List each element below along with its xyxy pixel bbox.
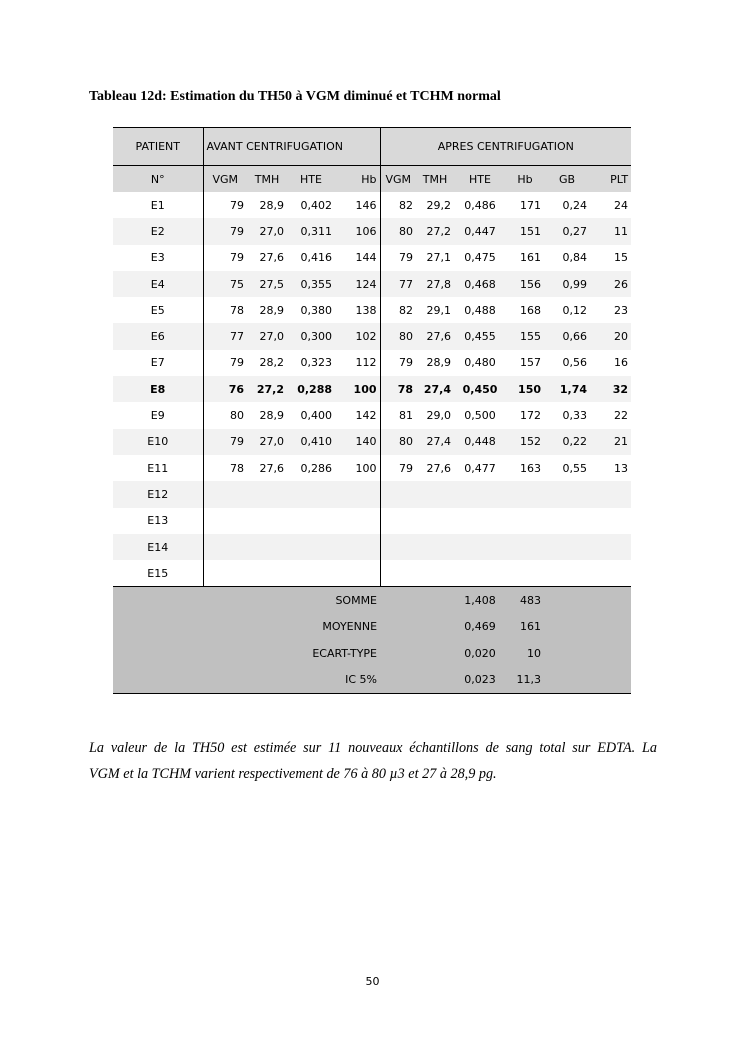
summary-hb: 161 (506, 614, 544, 640)
patient-id-cell: E2 (113, 218, 203, 244)
patient-id-cell: E1 (150, 198, 165, 212)
table-cell (203, 481, 247, 507)
table-cell: 168 (520, 303, 542, 317)
patient-id-cell: E13 (147, 514, 169, 528)
table-cell: 0,455 (454, 323, 506, 349)
col-header: HTE (454, 166, 506, 193)
table-cell (203, 534, 247, 560)
table-cell: 144 (355, 251, 377, 265)
col-header: HTE (287, 166, 335, 193)
table-cell: 27,2 (247, 376, 287, 402)
patient-id-cell: E15 (147, 566, 169, 580)
table-cell: 0,33 (562, 409, 588, 423)
table-cell: 28,9 (259, 409, 284, 423)
table-cell: 16 (614, 356, 629, 370)
table-cell: 29,1 (426, 303, 452, 317)
patient-id-cell: E8 (113, 376, 203, 402)
col-header: VGM (380, 166, 416, 193)
table-cell: 0,323 (300, 356, 332, 370)
table-row (113, 376, 631, 402)
patient-id-cell: E14 (113, 534, 203, 560)
table-cell: 100 (355, 461, 377, 475)
table-cell: 79 (380, 245, 416, 271)
table-cell (544, 508, 590, 534)
table-row (113, 218, 631, 244)
table-row (113, 271, 631, 297)
table-cell: 0,488 (464, 303, 496, 317)
table-cell (380, 508, 416, 534)
table-cell: 79 (203, 350, 247, 376)
table-cell (380, 560, 416, 587)
table-cell (247, 481, 287, 507)
table-cell (335, 481, 380, 507)
summary-label: MOYENNE (113, 614, 380, 640)
table-cell: 21 (590, 429, 631, 455)
table-cell: 78 (380, 376, 416, 402)
table-cell: 146 (355, 198, 377, 212)
table-cell: 157 (520, 356, 542, 370)
table-cell: 11 (590, 218, 631, 244)
patient-id-cell: E12 (113, 481, 203, 507)
patient-id-cell: E5 (150, 303, 165, 317)
summary-label: SOMME (113, 587, 380, 614)
table-cell: 172 (520, 409, 542, 423)
table-cell: 155 (506, 323, 544, 349)
table-cell: 151 (506, 218, 544, 244)
table-cell: 0,12 (562, 303, 588, 317)
patient-id-cell: E6 (113, 323, 203, 349)
paragraph-line-1: La valeur de la TH50 est estimée sur 11 nouveaux échantillons de sang total sur EDTA. La (89, 740, 657, 756)
table-cell: 79 (380, 350, 416, 376)
summary-hte: 0,023 (454, 666, 506, 693)
table-cell (590, 508, 631, 534)
table-cell: 161 (520, 251, 542, 265)
table-cell: 32 (590, 376, 631, 402)
table-cell (416, 560, 454, 587)
table-cell: 124 (335, 271, 380, 297)
table-row (113, 455, 631, 481)
table-cell: 27,0 (247, 323, 287, 349)
table-cell: 171 (520, 198, 542, 212)
table-cell: 27,0 (247, 218, 287, 244)
table-cell: 0,300 (287, 323, 335, 349)
table-cell (506, 534, 544, 560)
table-cell: 24 (614, 198, 629, 212)
patient-id-cell: E9 (150, 409, 165, 423)
table-cell: 0,288 (287, 376, 335, 402)
table-cell: 0,99 (544, 271, 590, 297)
table-cell: 79 (203, 429, 247, 455)
table-cell: 0,486 (464, 198, 496, 212)
table-cell: 13 (614, 461, 629, 475)
patient-id-cell: E3 (150, 251, 165, 265)
summary-label: ECART-TYPE (113, 640, 380, 666)
table-row (113, 508, 631, 534)
summary-empty (544, 666, 631, 693)
header-no: N° (113, 166, 203, 193)
table-row (113, 402, 631, 428)
summary-hte: 1,408 (454, 587, 506, 614)
table-cell: 0,27 (544, 218, 590, 244)
summary-label: IC 5% (113, 666, 380, 693)
header-apres: APRES CENTRIFUGATION (380, 128, 631, 166)
table-cell (506, 560, 544, 587)
table-row (113, 350, 631, 376)
table-cell (203, 508, 247, 534)
table-cell: 156 (506, 271, 544, 297)
table-cell: 152 (506, 429, 544, 455)
table-cell (590, 534, 631, 560)
table-cell: 0,400 (300, 409, 332, 423)
table-cell: 77 (203, 323, 247, 349)
table-cell: 26 (590, 271, 631, 297)
table-cell (454, 534, 506, 560)
table-cell: 0,286 (300, 461, 332, 475)
summary-hb: 483 (506, 587, 544, 614)
col-header: PLT (590, 166, 631, 193)
summary-empty (544, 640, 631, 666)
header-avant: AVANT CENTRIFUGATION (203, 128, 380, 166)
summary-empty (380, 666, 454, 693)
table-cell: 0,355 (287, 271, 335, 297)
table-cell: 140 (335, 429, 380, 455)
summary-empty (380, 587, 454, 614)
summary-row (113, 614, 631, 640)
page-number: 50 (365, 975, 380, 988)
table-cell (506, 508, 544, 534)
header-row-1 (113, 128, 631, 166)
table-cell: 27,6 (259, 461, 284, 475)
table-cell: 106 (335, 218, 380, 244)
table-cell: 80 (203, 402, 247, 428)
table-cell: 77 (380, 271, 416, 297)
summary-hte: 0,020 (454, 640, 506, 666)
table-cell (416, 534, 454, 560)
table-cell: 0,475 (464, 251, 496, 265)
table-cell: 28,9 (259, 198, 284, 212)
table-cell: 0,450 (454, 376, 506, 402)
table-cell (380, 481, 416, 507)
summary-hb: 10 (506, 640, 544, 666)
summary-empty (380, 614, 454, 640)
table-cell: 79 (203, 218, 247, 244)
table-cell: 80 (380, 218, 416, 244)
col-header: GB (544, 166, 590, 193)
table-cell: 0,66 (544, 323, 590, 349)
summary-empty (544, 614, 631, 640)
table-cell: 0,480 (464, 356, 496, 370)
summary-row (113, 640, 631, 666)
table-cell: 27,4 (416, 376, 454, 402)
table-cell: 29,0 (426, 409, 452, 423)
table-cell: 20 (590, 323, 631, 349)
table-cell (454, 481, 506, 507)
table-cell: 82 (380, 192, 416, 218)
table-row (113, 429, 631, 455)
table-cell: 27,6 (416, 323, 454, 349)
patient-id-cell: E4 (113, 271, 203, 297)
table-cell (544, 534, 590, 560)
table-cell (287, 508, 335, 534)
table-cell: 27,4 (416, 429, 454, 455)
table-cell (335, 560, 380, 587)
table-cell (203, 560, 247, 587)
table-cell (454, 508, 506, 534)
table-cell: 79 (203, 245, 247, 271)
table-cell: 28,2 (259, 356, 284, 370)
table-cell: 27,6 (259, 251, 284, 265)
table-cell (247, 560, 287, 587)
table-cell: 23 (614, 303, 629, 317)
table-row (113, 245, 631, 271)
table-cell: 0,468 (454, 271, 506, 297)
table-cell (416, 481, 454, 507)
patient-id-cell: E10 (113, 429, 203, 455)
paragraph-line-2: VGM et la TCHM varient respectivement de 76 à 80 µ3 et 27 à 28,9 pg. (89, 766, 497, 782)
table-cell: 0,402 (300, 198, 332, 212)
table-cell: 80 (380, 429, 416, 455)
table-cell (247, 508, 287, 534)
table-cell (454, 560, 506, 587)
table-cell (287, 560, 335, 587)
table-cell: 0,448 (454, 429, 506, 455)
table-cell (506, 481, 544, 507)
table-cell: 163 (520, 461, 542, 475)
table-cell: 27,6 (426, 461, 452, 475)
table-cell: 0,311 (287, 218, 335, 244)
table-cell: 79 (380, 455, 416, 481)
table-row (113, 560, 631, 587)
table-cell: 0,477 (464, 461, 496, 475)
summary-row (113, 587, 631, 614)
summary-empty (544, 587, 631, 614)
col-header: Hb (335, 166, 380, 193)
table-cell: 0,380 (300, 303, 332, 317)
table-row (113, 192, 631, 218)
table-cell: 27,1 (426, 251, 452, 265)
table-cell: 0,410 (287, 429, 335, 455)
table-cell (590, 560, 631, 587)
table-cell: 27,2 (416, 218, 454, 244)
table-cell: 1,74 (544, 376, 590, 402)
table-cell: 75 (203, 271, 247, 297)
table-cell: 0,24 (562, 198, 588, 212)
table-cell: 28,9 (426, 356, 452, 370)
table-cell (380, 534, 416, 560)
table-cell: 0,447 (454, 218, 506, 244)
header-patient: PATIENT (113, 128, 203, 166)
table-cell: 79 (203, 192, 247, 218)
table-cell: 27,5 (247, 271, 287, 297)
table-cell (544, 481, 590, 507)
header-row-2 (113, 166, 631, 193)
summary-hb: 11,3 (506, 666, 544, 693)
table-cell: 150 (506, 376, 544, 402)
table-cell: 142 (355, 409, 377, 423)
table-cell: 0,416 (300, 251, 332, 265)
table-cell: 78 (203, 297, 247, 323)
data-table (113, 127, 631, 694)
table-cell: 0,56 (562, 356, 588, 370)
table-cell: 29,2 (426, 198, 452, 212)
summary-empty (380, 640, 454, 666)
table-cell: 28,9 (259, 303, 284, 317)
table-cell: 15 (614, 251, 629, 265)
table-cell: 0,500 (464, 409, 496, 423)
table-cell: 102 (335, 323, 380, 349)
table-cell: 27,0 (247, 429, 287, 455)
col-header: TMH (247, 166, 287, 193)
table-cell (335, 534, 380, 560)
table-cell: 0,55 (562, 461, 588, 475)
table-row (113, 323, 631, 349)
table-cell: 100 (335, 376, 380, 402)
summary-hte: 0,469 (454, 614, 506, 640)
table-cell: 138 (355, 303, 377, 317)
body-paragraph (89, 735, 657, 787)
patient-id-cell: E7 (150, 356, 165, 370)
table-caption: Tableau 12d: Estimation du TH50 à VGM diminué et TCHM normal (89, 89, 501, 104)
table-cell: 0,22 (544, 429, 590, 455)
table-cell: 112 (355, 356, 377, 370)
table-row (113, 534, 631, 560)
table-cell: 78 (203, 455, 247, 481)
col-header: Hb (506, 166, 544, 193)
table-cell: 82 (380, 297, 416, 323)
summary-row (113, 666, 631, 693)
table-row (113, 297, 631, 323)
table-cell: 0,84 (562, 251, 588, 265)
table-cell (416, 508, 454, 534)
col-header: VGM (203, 166, 247, 193)
table-cell: 80 (380, 323, 416, 349)
table-cell (247, 534, 287, 560)
col-header: TMH (416, 166, 454, 193)
table-cell: 81 (380, 402, 416, 428)
table-cell (590, 481, 631, 507)
table-cell (287, 534, 335, 560)
table-cell: 22 (614, 409, 629, 423)
table-cell (287, 481, 335, 507)
patient-id-cell: E11 (147, 461, 169, 475)
table-row (113, 481, 631, 507)
table-cell: 76 (203, 376, 247, 402)
table-cell (544, 560, 590, 587)
table-cell (335, 508, 380, 534)
table-cell: 27,8 (416, 271, 454, 297)
